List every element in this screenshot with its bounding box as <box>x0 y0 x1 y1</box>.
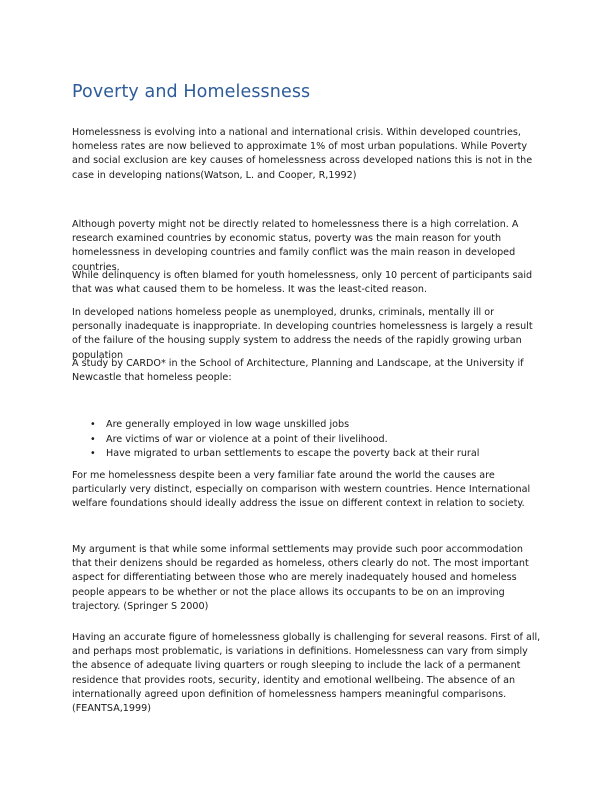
paragraph-global-figure: Having an accurate figure of homelessness globally is challenging for several reasons. First of all, and perhaps most problematic, is variations in definitions. Homelessness can vary from simply the absence of adequate living quarters or rough sleeping to include the lack of a permanent residence that provides roots, security, identity and emotional wellbeing. The absence of an internationally agreed upon definition of homelessness hampers meaningful comparisons. (FEANTSA,1999) <box>72 632 541 715</box>
list-item-text: Are generally employed in low wage unskilled jobs <box>106 419 350 430</box>
list-item-text: Are victims of war or violence at a point of their livelihood. <box>106 433 388 445</box>
list-item <box>72 433 544 448</box>
paragraph-personal-view: For me homelessness despite been a very familiar fate around the world the causes are particularly very distinct, especially on comparison with western countries. Hence International welfare foundations should ideally address the issue on different context in relation to society. <box>72 470 531 510</box>
list-item-text: Have migrated to urban settlements to escape the poverty back at their rural <box>106 448 480 460</box>
bullet-icon: • <box>90 448 96 460</box>
bullet-icon: • <box>90 433 96 445</box>
paragraph-argument: My argument is that while some informal settlements may provide such poor accommodation that their denizens should be regarded as homeless, others clearly do not. The most important aspect for differentiating between those who are merely inadequately housed and homeless people appears to be whether or not the place allows its occupants to be on an improving trajectory. (Springer S 2000) <box>72 544 529 612</box>
bullet-list <box>72 418 544 462</box>
list-item <box>72 418 544 433</box>
bullet-icon: • <box>90 419 96 430</box>
paragraph-intro: Homelessness is evolving into a national and international crisis. Within developed countries, homeless rates are now believed to approximate 1% of most urban populations. While Poverty and social exclusion are key causes of homelessness across developed nations this is not in the case in developing nations(Watson, L. and Cooper, R,1992) <box>72 127 533 181</box>
paragraph-developed-nations: In developed nations homeless people as unemployed, drunks, criminals, mentally ill or personally inadequate is inappropriate. In developing countries homelessness is largely a result of the failure of the housing supply system to address the needs of the rapidly growing urban population <box>72 307 533 361</box>
list-item <box>72 447 544 462</box>
page-title: Poverty and Homelessness <box>72 82 311 102</box>
paragraph-cardo-study: A study by CARDO* in the School of Architecture, Planning and Landscape, at the University if Newcastle that homeless people: <box>72 358 524 384</box>
paragraph-correlation: Although poverty might not be directly related to homelessness there is a high correlation. A research examined countries by economic status, poverty was the main reason for youth homelessness in developing countries and family conflict was the main reason in developed countries. <box>72 219 519 273</box>
paragraph-delinquency: While delinquency is often blamed for youth homelessness, only 10 percent of participants said that was what caused them to be homeless. It was the least-cited reason. <box>72 270 533 296</box>
